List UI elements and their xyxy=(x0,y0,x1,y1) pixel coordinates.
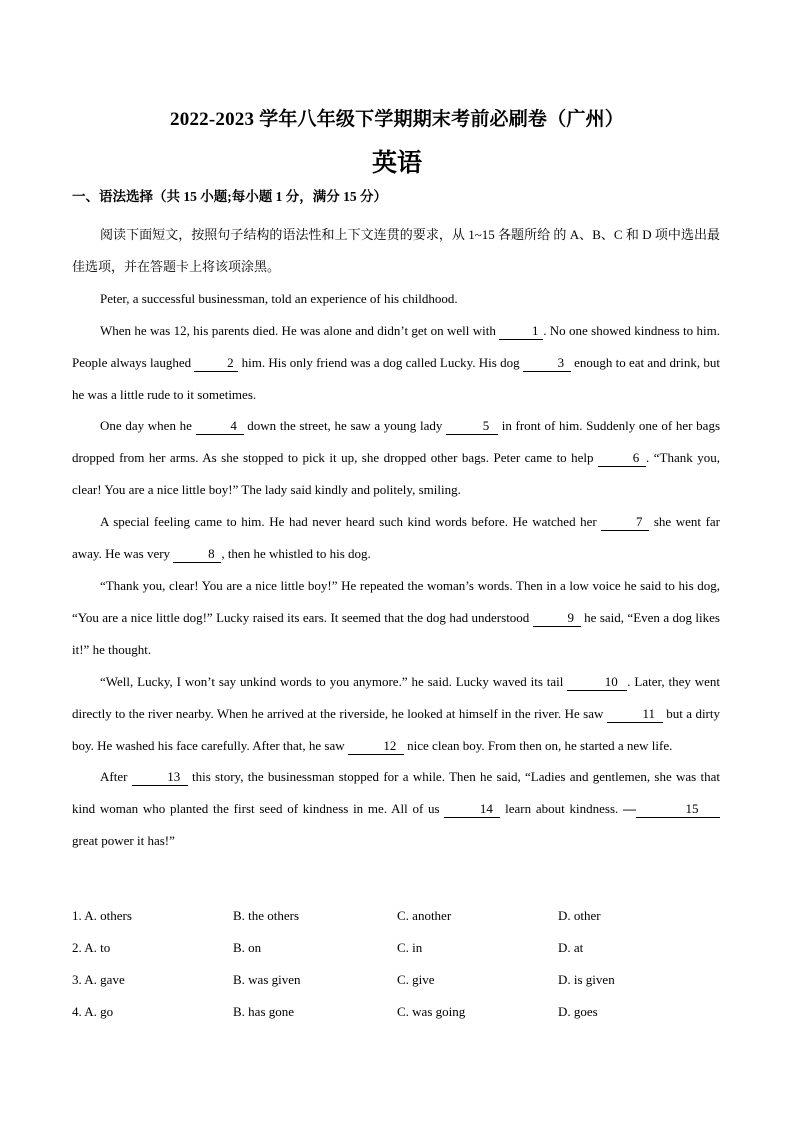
blank-4: 4 xyxy=(196,419,244,435)
passage xyxy=(72,219,720,857)
option-row xyxy=(72,902,722,934)
paragraph-5: “Thank you, clear! You are a nice little boy!” He repeated the woman’s words. Then in a low voice he said to his dog, “You are a nice little dog!” Lucky raised its ears. It seemed that the dog had understood 9 he said, “Even a dog likes it!” he thought. xyxy=(72,577,720,657)
blank-11: 11 xyxy=(607,707,663,723)
option-d: D. other xyxy=(558,908,601,923)
option-b: B. has gone xyxy=(233,1004,295,1019)
option-c: C. another xyxy=(397,908,452,923)
option-row xyxy=(72,934,722,966)
option-c: C. was going xyxy=(397,1004,466,1019)
option-d: D. is given xyxy=(558,972,615,987)
blank-1: 1 xyxy=(499,324,543,340)
subject-title: 英语 xyxy=(371,150,422,177)
paragraph-6: “Well, Lucky, I won’t say unkind words to you anymore.” he said. Lucky waved its tail 10 . Later, they went directly to the river nearby. When he arrived at the riverside, he looked at himself in the river. He saw 11 but a dirty boy. He washed his face carefully. After that, he saw 12 nice clean boy. From then on, he started a new life. xyxy=(72,673,720,753)
option-b: B. was given xyxy=(233,972,301,987)
blank-12: 12 xyxy=(348,739,404,755)
blank-7: 7 xyxy=(601,515,649,531)
paragraph-3: One day when he 4 down the street, he saw a young lady 5 in front of him. Suddenly one of her bags dropped from her arms. As she stopped to pick it up, she dropped other bags. Peter came to help 6 . “Thank you, clear! You are a nice little boy!” The lady said kindly and politely, smiling. xyxy=(72,418,721,498)
blank-10: 10 xyxy=(567,675,627,691)
option-d: D. goes xyxy=(558,1004,598,1019)
option-b: B. on xyxy=(233,940,262,955)
option-a: 1. A. others xyxy=(72,908,132,923)
instructions: 阅读下面短文，按照句子结构的语法性和上下文连贯的要求，从 1~15 各题所给 的 A、B、C 和 D 项中选出最佳选项，并在答题卡上将该项涂黑。 xyxy=(72,227,720,274)
option-a: 3. A. gave xyxy=(72,972,125,987)
blank-2: 2 xyxy=(194,356,238,372)
blank-14: 14 xyxy=(444,802,500,818)
option-row xyxy=(72,966,722,998)
paragraph-1: Peter, a successful businessman, told an experience of his childhood. xyxy=(100,290,458,306)
paragraph-7: After 13 this story, the businessman stopped for a while. Then he said, “Ladies and gentlemen, she was that kind woman who planted the first seed of kindness in me. All of us 14 learn about kindness. — 15 great power it has!” xyxy=(72,769,721,849)
option-a: 2. A. to xyxy=(72,940,111,955)
paragraph-4: A special feeling came to him. He had never heard such kind words before. He watched her 7 she went far away. He was very 8 , then he whistled to his dog. xyxy=(72,514,721,562)
blank-6: 6 xyxy=(598,451,646,467)
section-heading: 一、语法选择（共 15 小题;每小题 1 分，满分 15 分） xyxy=(72,189,387,204)
blank-13: 13 xyxy=(132,770,188,786)
option-row xyxy=(72,998,722,1030)
blank-3: 3 xyxy=(523,356,571,372)
paragraph-2: When he was 12, his parents died. He was alone and didn’t get on well with 1 . No one showed kindness to him. People always laughed 2 him. His only friend was a dog called Lucky. His dog 3 enough to eat and drink, but he was a little rude to it sometimes. xyxy=(72,322,720,402)
blank-9: 9 xyxy=(533,611,581,627)
option-c: C. in xyxy=(397,940,423,955)
exam-title: 2022-2023 学年八年级下学期期末考前必刷卷（广州） xyxy=(170,109,624,130)
blank-15: 15 xyxy=(636,802,720,818)
em-dash: — xyxy=(623,801,637,817)
blank-8: 8 xyxy=(173,547,221,563)
blank-5: 5 xyxy=(446,419,498,435)
option-a: 4. A. go xyxy=(72,1004,114,1019)
option-b: B. the others xyxy=(233,908,300,923)
option-d: D. at xyxy=(558,940,584,955)
answer-options xyxy=(72,902,722,1030)
option-c: C. give xyxy=(397,972,435,987)
